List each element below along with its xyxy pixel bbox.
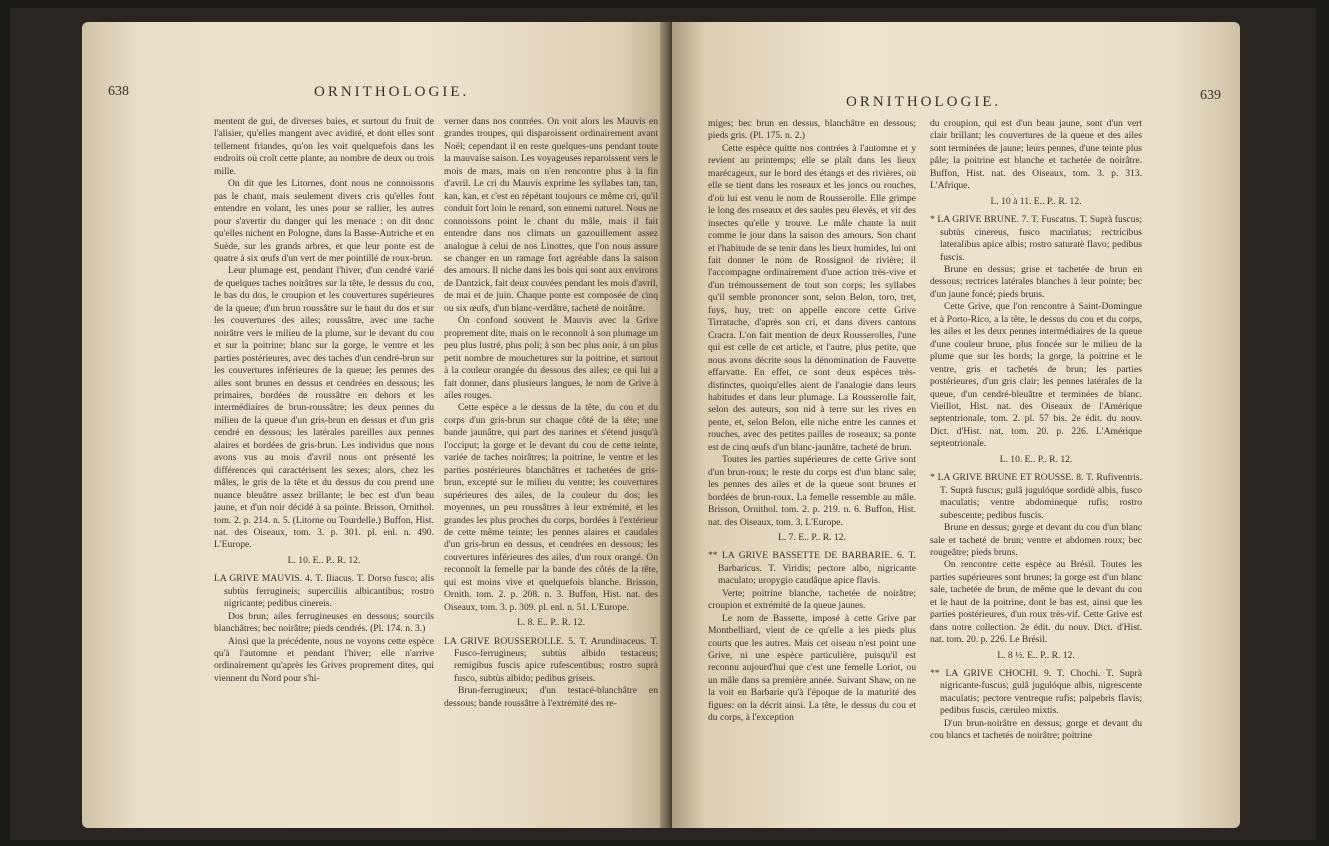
reference-line: L. 10. E.. P.. R. 12. <box>287 554 361 566</box>
open-book <box>10 8 1316 840</box>
left-column-2 <box>444 116 658 710</box>
right-page-number: 639 <box>1200 88 1221 103</box>
species-entry: LA GRIVE ROUSSEROLLE. 5. T. Arundinaceus. T. Fusco-ferrugineus; subtùs albido testaceus; remigibus fuscis apice rufescentibus; rostro suprà fusco, subtùs albido; pedibus griseis. <box>444 635 658 684</box>
paragraph: On dit que les Litornes, dont nous ne connoissons pas le chant, mais seulement divers cris qu'elles font entendre en volant, les unes pour se rallier, les autres pour s'avertir du danger qui les menace : on dit donc qu'elles nichent en Pologne, dans la Basse-Autriche et en Suède, sur les grands arbres, et que leur ponte est de quatre à six œufs d'un vert de mer pointillé de roux-brun. <box>214 178 434 264</box>
reference-line: L. 8 ½. E.. P.. R. 12. <box>997 649 1075 661</box>
paragraph: Dos brun; ailes ferrugineuses en dessous; sourcils blanchâtres; bec noirâtre; pieds cendrés. (Pl. 174. n. 3.) <box>214 610 434 635</box>
paragraph: Ainsi que la précédente, nous ne voyons cette espèce qu'à l'automne et pendant l'hiver; elle n'arrive ordinairement qu'après les Grives proprement dites, qui viennent du Nord pour s'hi- <box>214 635 434 684</box>
reference-line: L. 10 à 11. E.. P.. R. 12. <box>990 195 1082 207</box>
paragraph: miges; bec brun en dessus, blanchâtre en dessous; pieds gris. (Pl. 175. n. 2.) <box>708 118 916 142</box>
right-running-head: ORNITHOLOGIE. <box>846 94 1002 110</box>
left-page-number: 638 <box>108 84 129 99</box>
paragraph: Cette Grive, que l'on rencontre à Saint-Domingue et à Porto-Rico, a la tête, le dessus du cou et du corps, les ailes et les deux pennes intermédiaires de la queue d'une couleur brune, plus foncée sur le milieu de la plume que sur les bords; la gorge, la poitrine et le ventre, gris et tachetés de brun; les parties postérieures, d'un gris clair; les pennes latérales de la queue, d'un cendré-bleuâtre et terminées de blanc. Vieillot, Hist. nat. des Oiseaux de l'Amérique septentrionale, tom. 2. pl. 57 bis. 2e édit. du nouv. Dict. d'Hist. nat. tom. 20. p. 226. L'Amérique septentrionale. <box>930 301 1142 450</box>
right-column-2 <box>930 118 1142 743</box>
paragraph: Brune en dessus; gorge et devant du cou d'un blanc sale et tacheté de brun; ventre et abdomen roux; bec rougeâtre; pieds bruns. <box>930 522 1142 558</box>
paragraph: Brun-ferrugineux; d'un testacé-blanchâtre en dessous; bande roussâtre à l'extrémité des re- <box>444 685 658 709</box>
species-entry: ** LA GRIVE CHOCHI. 9. T. Chochi. T. Suprà nigricante-fuscus; gulâ jugulóque albis, nigrescente maculatis; pectore ventreque rufis; palpebris flavis; pedibus fuscis, cæruleo mixtis. <box>930 668 1142 717</box>
right-column-1 <box>708 118 916 725</box>
left-page <box>82 22 668 828</box>
paragraph: On rencontre cette espèce au Brésil. Toutes les parties supérieures sont brunes; la gorge est d'un blanc sale, tachetée de brun, de même que le devant du cou et le haut de la poitrine, dont le bas est, ainsi que les parties postérieures, d'un roux très-vif. Cette Grive est dans notre collection. 2e édit. du nouv. Dict. d'Hist. nat. tom. 20. p. 226. Le Brésil. <box>930 559 1142 646</box>
reference-line: L. 10. E.. P.. R. 12. <box>999 453 1073 465</box>
paragraph: Brune en dessus; grise et tachetée de brun en dessous; rectrices latérales blanches à leur pointe; bec d'un jaune foncé; pieds bruns. <box>930 263 1142 300</box>
paragraph: verner dans nos contrées. On voit alors les Mauvis en grandes troupes, qui disparoissent ordinairement avant Noël; cependant il en reste quelques-uns pendant toute la mauvaise saison. Les voyageuses reparoissent vers le mois de mars, mais on n'en rencontre plus à la fin d'avril. Le cri du Mauvis exprime les syllabes tan, tan, kan, kan, et c'est en répétant toujours ce même cri, qu'il conduit fort loin le renard, son ennemi naturel. Nous ne connoissons point le chant du mâle, mais il fait entendre dans nos climats un gazouillement assez analogue à celui de nos Linottes, que l'on nous assure se changer en un ramage fort agréable dans la saison des amours. Il niche dans les bois qui sont aux environs de Dantzick, fait deux couvées pendant les mois d'avril, de mai et de juin. Chaque ponte est composée de cinq ou six œufs, d'un blanc-verdâtre, tacheté de noirâtre. <box>444 116 658 314</box>
right-page <box>672 22 1240 828</box>
left-running-head: ORNITHOLOGIE. <box>314 84 470 100</box>
reference-line: L. 8. E.. P.. R. 12. <box>517 617 585 629</box>
paragraph: du croupion, qui est d'un beau jaune, sont d'un vert clair brillant; les couvertures de la queue et des ailes sont terminées de jaune; leurs pennes, d'une teinte plus pâle; la poitrine est blanche et tachetée de noirâtre. Buffon, Hist. nat. des Oiseaux, tom. 3. p. 313. L'Afrique. <box>930 118 1142 192</box>
species-entry: ** LA GRIVE BASSETTE DE BARBARIE. 6. T. Barbaricus. T. Viridis; pectore albo, nigricante maculato; uropygio caudâque apice flavis. <box>708 550 916 587</box>
paragraph: Toutes les parties supérieures de cette Grive sont d'un brun-roux; le reste du corps est d'un blanc sale; les pennes des ailes et de la queue sont brunes et bordées de brun-roux. La femelle ressemble au mâle. Brisson, Ornithol. tom. 2. p. 219. n. 6. Buffon, Hist. nat. des Oiseaux, tom. 3. L'Europe. <box>708 454 916 528</box>
species-entry: * LA GRIVE BRUNE. 7. T. Fuscatus. T. Suprà fuscus; subtùs cinereus, fusco maculatus; rectricibus lateralibus apice albis; rostro saturatè flavo; pedibus fuscis. <box>930 214 1142 263</box>
paragraph: On confond souvent le Mauvis avec la Grive proprement dite, mais on le reconnoît à son plumage un peu plus lustré, plus poli; à son bec plus noir, à un plus petit nombre de mouchetures sur la poitrine, et surtout à la couleur orangée du dessous des ailes; ce qui lui a fait donner, dans plusieurs langues, le nom de Grive à ailes rouges. <box>444 315 658 401</box>
left-column-1 <box>214 116 434 685</box>
species-entry: LA GRIVE MAUVIS. 4. T. Iliacus. T. Dorso fusco; alis subtùs ferrugineis; superciliis albicantibus; rostro nigricante; pedibus cinereis. <box>214 573 434 610</box>
species-entry: * LA GRIVE BRUNE ET ROUSSE. 8. T. Rufiventris. T. Suprà fuscus; gulâ jugulóque sordidè albis, fusco maculatis; ventre abdomineque rufis; rostro subescente; pedibus fuscis. <box>930 472 1142 521</box>
paragraph: Cette espèce a le dessus de la tête, du cou et du corps d'un gris-brun sur chaque côté de la tête; une bande jaunâtre, qui part des narines et s'étend jusqu'à l'occiput; la gorge et le devant du cou de cette teinte, variée de taches noirâtres; la poitrine, le ventre et les parties postérieures blanchâtres et tachetées de gris-brun, excepté sur le milieu du ventre; les couvertures supérieures des ailes, de la couleur du dos; les moyennes, un peu roussâtres à leur extrémité, et les grandes les plus proches du corps, bordées à l'extérieur de cette même teinte; les pennes alaires et caudales d'un gris-brun en dessus, et cendrées en dessous; les couvertures inférieures des ailes, d'un roux orangé. On reconnoît la femelle par la bande des côtés de la tête, qui est moins vive et quelquefois blanche. Brisson, Ornith. tom. 2. p. 208. n. 3. Buffon, Hist. nat. des Oiseaux, tom. 3. p. 309. pl. enl. n. 51. L'Europe. <box>444 402 658 613</box>
paragraph: Verte; poitrine blanche, tachetée de noirâtre; croupion et extrémité de la queue jaunes. <box>708 587 916 612</box>
paragraph: Leur plumage est, pendant l'hiver, d'un cendré varié de quelques taches noirâtres sur la tête, le dessus du cou, le bas du dos, le croupion et les couvertures supérieures de la queue; d'un brun roussâtre sur le haut du dos et sur les couvertures des ailes; roussâtre, avec une tache noirâtre vers le milieu de la plume, sur le devant du cou et sur la poitrine; blanc sur la gorge, le ventre et les parties postérieures, avec des taches d'un cendré-brun sur les couvertures inférieures de la queue; les pennes des ailes sont brunes en dessus et cendrées en dessous; les primaires, bordées de roussâtre en dehors et les intermédiaires de brun-roussâtre; les deux pennes du milieu de la queue d'un gris-brun en dessus et d'un gris cendré en dessous; les latérales pareilles aux pennes alaires et bordées de gris-brun. Les individus que nous avons vus au mois d'avril nous ont présenté les différences qui caractérisent les sexes; alors, chez les mâles, le gris de la tête et du dessus du cou prend une nuance bleuâtre assez brillante; le bec est d'un beau jaune, et d'un noir décidé à sa pointe. Brisson, Ornithol. tom. 2. p. 214. n. 5. (Litorne ou Tourdelle.) Buffon, Hist. nat. des Oiseaux, tom. 3. p. 301. pl. enl. n. 490. L'Europe. <box>214 265 434 551</box>
paragraph: mentent de gui, de diverses baies, et surtout du fruit de l'alisier, qu'elles mangent avec avidité, et dont elles sont tellement friandes, qu'on les voit quelquefois dans les endroits où croît cette plante, au nombre de deux ou trois mille. <box>214 116 434 177</box>
paragraph: Cette espèce quitte nos contrées à l'automne et y revient au printemps; elle se plaît dans les lieux marécageux, sur le bord des étangs et des rivières, où elle se tient dans les roseaux et les joncs ou rouches, d'où lui est venu le nom de Rousserolle. Elle grimpe le long des roseaux et des saules peu élevés, et vit des insectes qu'elle y trouve. Le mâle chante la nuit comme le jour dans la saison des amours. Son chant et l'habitude de se tenir dans les lieux humides, lui ont fait donner le nom de Rossignol de rivière; il l'accompagne ordinairement d'une action très-vive et d'un trémoussement de tout son corps; les syllabes qu'il semble prononcer sont, selon Belon, toro, tret, fuys, huy, tret: on appelle encore cette Grive Tirratache, d'après son cri, et dans divers cantons Cracra. L'on fait mention de deux Rousserolles, l'une qui est celle de cet article, et l'autre, plus petite, que nous avons décrite sous la dénomination de Fauvette effarvatte. En effet, ce sont deux espèces très-distinctes, quoiqu'elles aient de l'analogie dans leurs habitudes et dans leur plumage. La Rousserolle fait, selon des auteurs, son nid à terre sur les rives en pente, et, selon Belon, elle niche entre les cannes et rouches, avec des petites pailles de roseaux; sa ponte est de cinq œufs d'un blanc-jaunâtre, tacheté de brun. <box>708 142 916 453</box>
paragraph: Le nom de Bassette, imposé à cette Grive par Montbelliard, vient de ce qu'elle a les pieds plus courts que les autres. Mais cet oiseau n'est point une Grive, ni une espèce particulière, puisqu'il est reconnu aujourd'hui que c'est une femelle Loriot, ou un mâle dans sa première année. Suivant Shaw, on ne la voit en Barbarie qu'à l'époque de la maturité des figues: on la décrit ainsi. La tête, le dessus du cou et du corps, à l'exception <box>708 612 916 724</box>
reference-line: L. 7. E.. P.. R. 12. <box>778 531 846 543</box>
paragraph: D'un brun-noirâtre en dessus; gorge et devant du cou blancs et tachetés de noirâtre; poitrine <box>930 717 1142 742</box>
